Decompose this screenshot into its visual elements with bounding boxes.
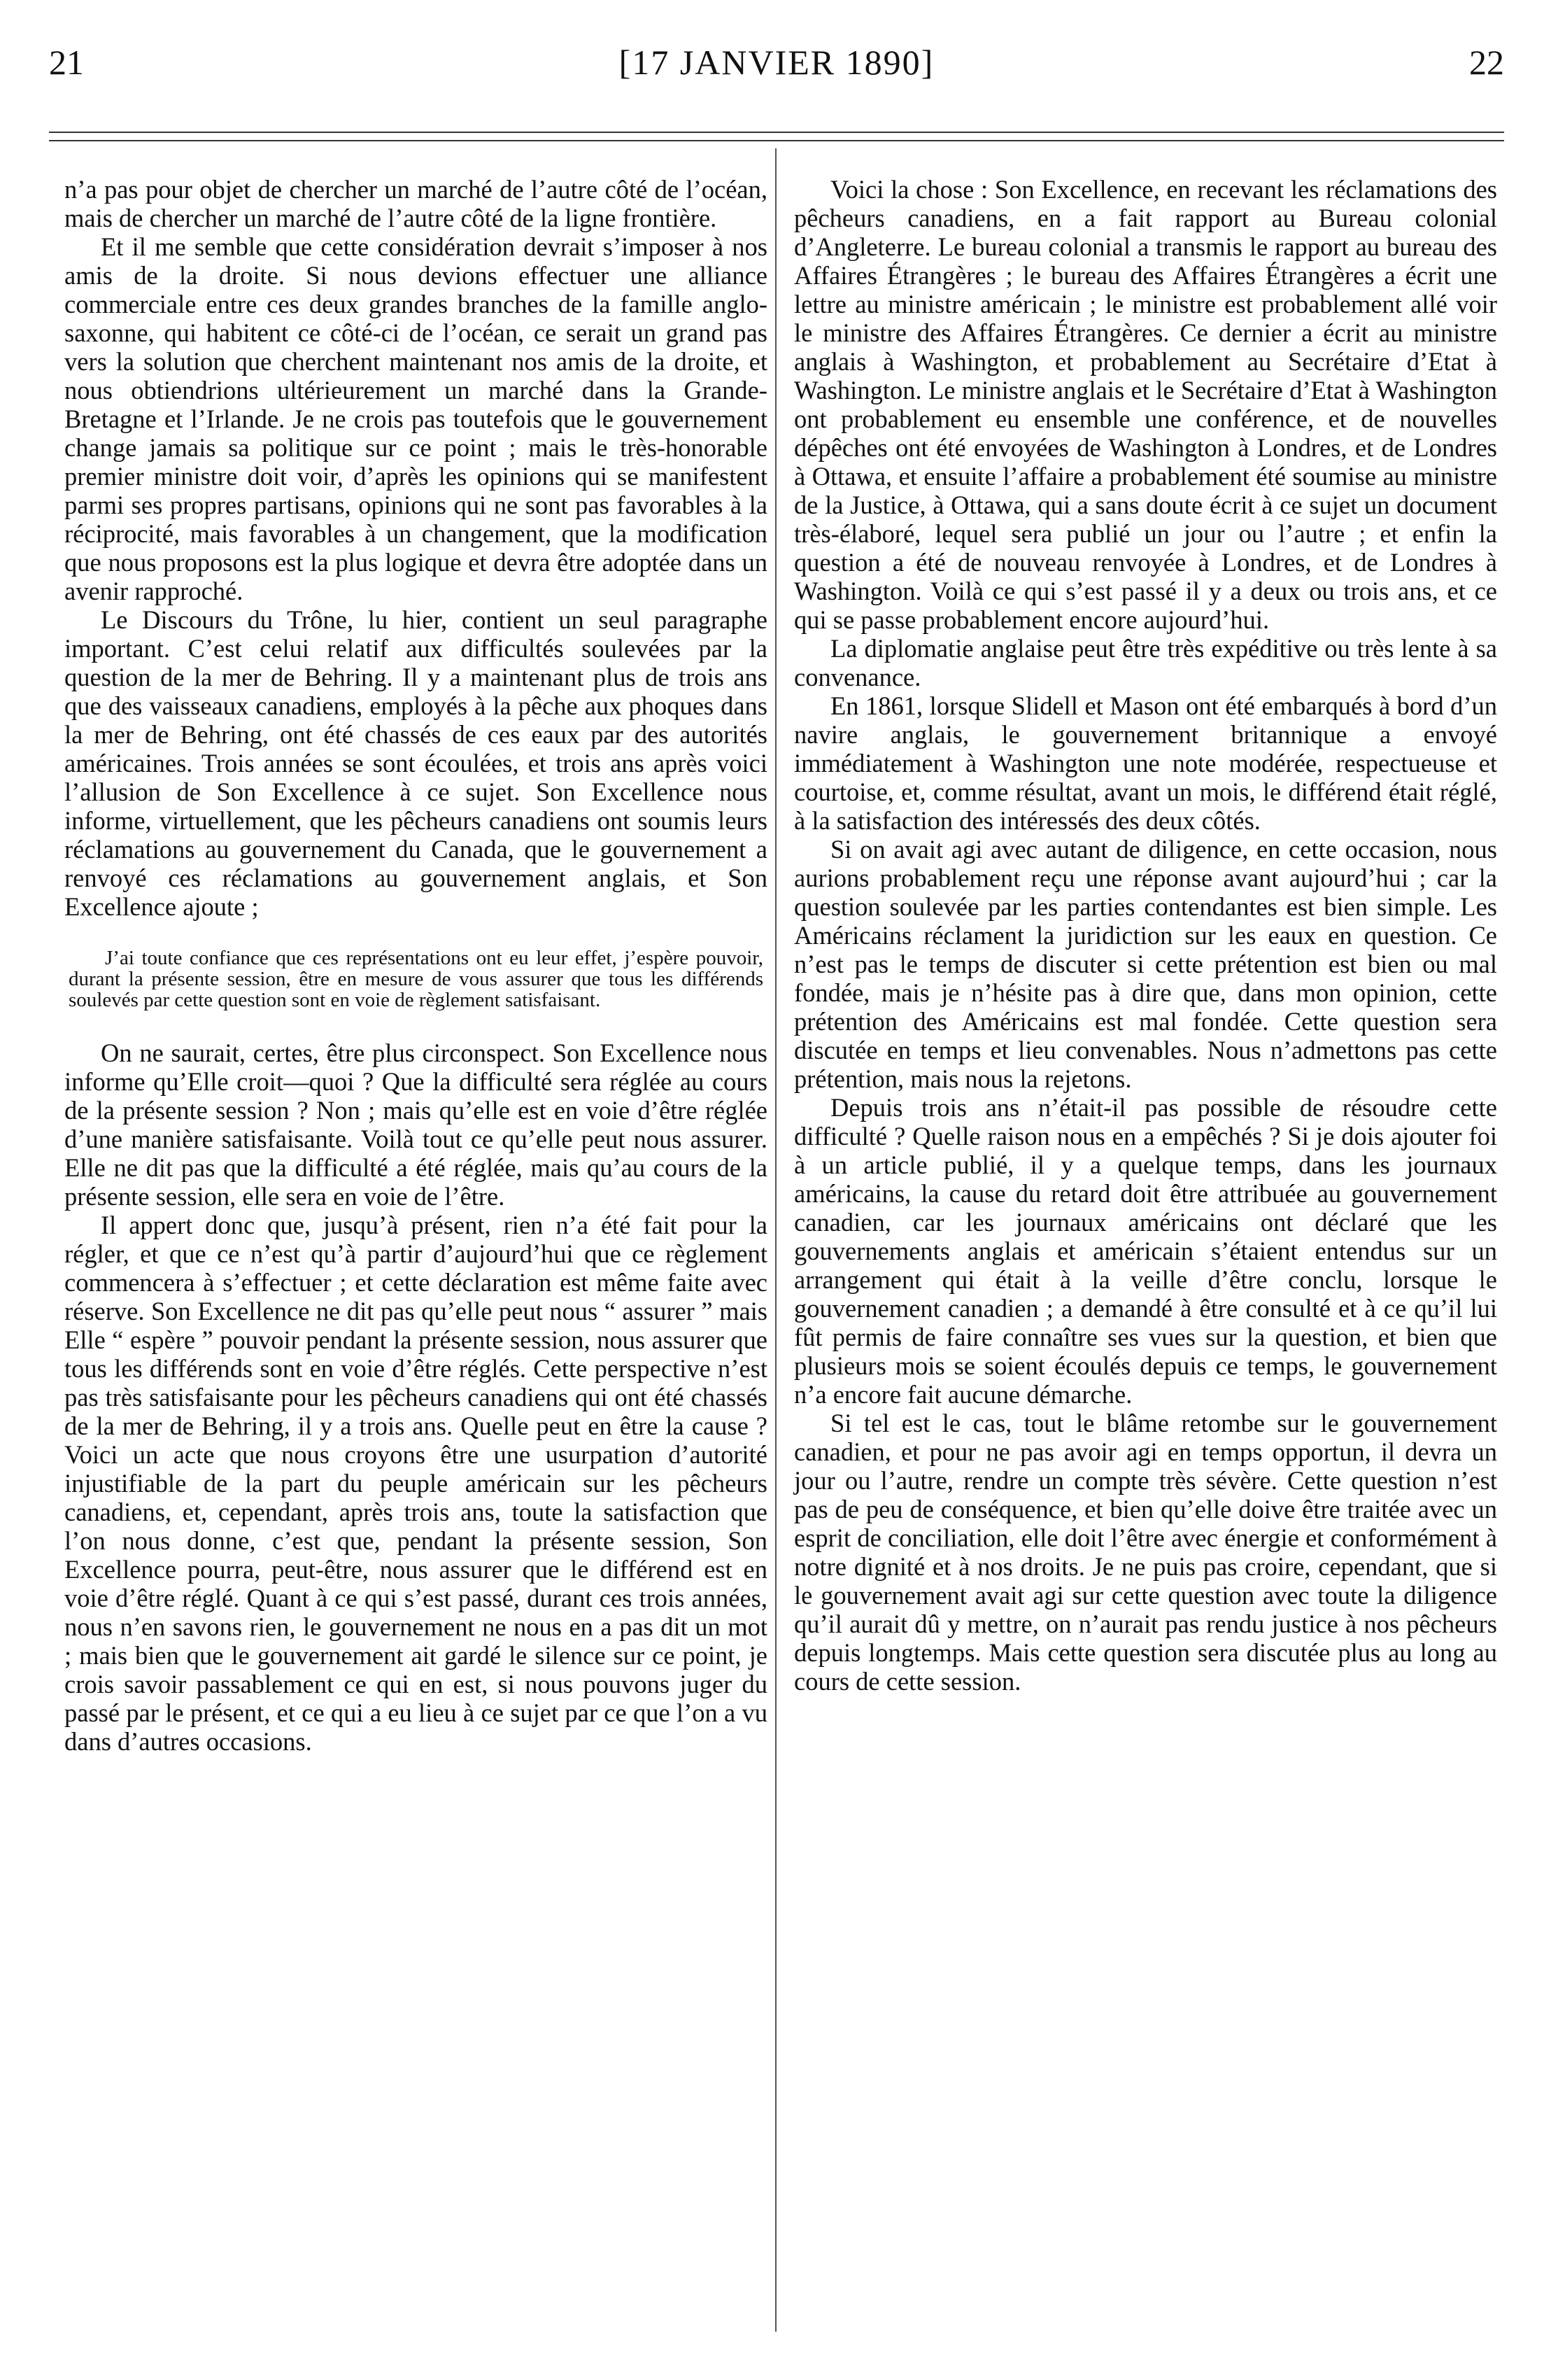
paragraph: Si on avait agi avec autant de diligence, en cette occasion, nous aurions probablement reçu une réponse avant aujourd’hui ; car la question soulevée par les parties contendantes est bien simple. Les Américains réclament la juridiction sur les eaux en question. Ce n’est pas le temps de discuter si cette prétention est bien ou mal fondée, mais je n’hésite pas à dire que, dans mon opinion, cette prétention des Américains est mal fondée. Cette question sera discutée en temps et lieu convenables. Nous n’admettons pas cette prétention, mais nous la rejetons. xyxy=(794,835,1497,1093)
page-number-left: 21 xyxy=(49,43,84,82)
paragraph: La diplomatie anglaise peut être très expéditive ou très lente à sa convenance. xyxy=(794,634,1497,691)
paragraph: Voici la chose : Son Excellence, en recevant les réclamations des pêcheurs canadiens, en a fait rapport au Bureau colonial d’Angleterre. Le bureau colonial a transmis le rapport au bureau des Affaires Étrangères ; le bureau des Affaires Étrangères a écrit une lettre au ministre américain ; le ministre est probablement allé voir le ministre des Affaires Étrangères. Ce dernier a écrit au ministre anglais à Washington, et probablement au Secrétaire d’Etat à Washington. Le ministre anglais et le Secrétaire d’Etat à Washington ont probablement eu ensemble une conférence, et de nouvelles dépêches ont été envoyées de Washington à Londres, et de Londres à Ottawa, et ensuite l’affaire a probablement été soumise au ministre de la Justice, à Ottawa, qui a sans doute écrit à ce sujet un document très-élaboré, lequel sera publié un jour ou l’autre ; et enfin la question a été de nouveau renvoyée à Londres, et de Londres à Washington. Voilà ce qui s’est passé il y a deux ou trois ans, et ce qui se passe probablement encore aujourd’hui. xyxy=(794,175,1497,634)
header-rule-bottom xyxy=(49,140,1504,141)
header-rule-top xyxy=(49,132,1504,133)
paragraph: Il appert donc que, jusqu’à présent, rien n’a été fait pour la régler, et que ce n’est qu’à partir d’aujourd’hui que ce règlement commencera à s’effectuer ; et cette déclaration est même faite avec réserve. Son Excellence ne dit pas qu’elle peut nous “ assurer ” mais Elle “ espère ” pouvoir pendant la présente session, nous assurer que tous les différends sont en voie d’être réglés. Cette perspective n’est pas très satisfaisante pour les pêcheurs canadiens qui ont été chassés de la mer de Behring, il y a trois ans. Quelle peut en être la cause ? Voici un acte que nous croyons être une usurpation d’autorité injustifiable de la part du peuple américain sur les pêcheurs canadiens, et, cependant, après trois ans, toute la satisfaction que l’on nous donne, c’est que, pendant la présente session, Son Excellence pourra, peut-être, nous assurer que le différend est en voie d’être réglé. Quant à ce qui s’est passé, durant ces trois années, nous n’en savons rien, le gouvernement ne nous en a pas dit un mot ; mais bien que le gouvernement ait gardé le silence sur ce point, je crois savoir passablement ce qui en est, si nous pouvons juger du passé par le présent, et ce qui a eu lieu à ce sujet par ce que l’on a vu dans d’autres occasions. xyxy=(64,1211,767,1756)
left-column xyxy=(64,175,767,1756)
right-column xyxy=(794,175,1497,1696)
column-divider xyxy=(775,148,777,2332)
paragraph: Et il me semble que cette considération devrait s’imposer à nos amis de la droite. Si nous devions effectuer une alliance commerciale entre ces deux grandes branches de la famille anglo-saxonne, qui habitent ce côté-ci de l’océan, ce serait un grand pas vers la solution que cherchent maintenant nos amis de la droite, et nous obtiendrions ultérieurement un marché dans la Grande-Bretagne et l’Irlande. Je ne crois pas toutefois que le gouvernement change jamais sa politique sur ce point ; mais le très-honorable premier ministre doit voir, d’après les opinions qui se manifestent parmi ses propres partisans, opinions qui ne sont pas favorables à la réciprocité, mais favorables à un changement, que la modification que nous proposons est la plus logique et devra être adoptée dans un avenir rapproché. xyxy=(64,232,767,605)
page-header xyxy=(49,42,1504,98)
paragraph: n’a pas pour objet de chercher un marché de l’autre côté de l’océan, mais de chercher un marché de l’autre côté de la ligne frontière. xyxy=(64,175,767,232)
paragraph: On ne saurait, certes, être plus circonspect. Son Excellence nous informe qu’Elle croit—quoi ? Que la difficulté sera réglée au cours de la présente session ? Non ; mais qu’elle est en voie d’être réglée d’une manière satisfaisante. Voilà tout ce qu’elle peut nous assurer. Elle ne dit pas que la difficulté a été réglée, mais qu’au cours de la présente session, elle sera en voie de l’être. xyxy=(64,1038,767,1211)
paragraph: Le Discours du Trône, lu hier, contient un seul paragraphe important. C’est celui relatif aux difficultés soulevées par la question de la mer de Behring. Il y a maintenant plus de trois ans que des vaisseaux canadiens, employés à la pêche aux phoques dans la mer de Behring, ont été chassés de ces eaux par des autorités américaines. Trois années se sont écoulées, et trois ans après voici l’allusion de Son Excellence à ce sujet. Son Excellence nous informe, virtuellement, que les pêcheurs canadiens ont soumis leurs réclamations au gouvernement du Canada, que le gouvernement a renvoyé ces réclamations au gouvernement anglais, et Son Excellence ajoute ; xyxy=(64,605,767,921)
block-quote: J’ai toute confiance que ces représentations ont eu leur effet, j’espère pouvoir, durant la présente session, être en mesure de vous assurer que tous les différends soulevés par cette question sont en voie de règlement satisfaisant. xyxy=(69,947,763,1011)
paragraph: Depuis trois ans n’était-il pas possible de résoudre cette difficulté ? Quelle raison nous en a empêchés ? Si je dois ajouter foi à un article publié, il y a quelque temps, dans les journaux américains, la cause du retard doit être attribuée au gouvernement canadien, car les journaux américains ont déclaré que les gouvernements anglais et américain s’étaient entendus sur un arrangement qui était à la veille d’être conclu, lorsque le gouvernement canadien ; a demandé à être consulté et à ce qu’il lui fût permis de faire connaître ses vues sur la question, et bien que plusieurs mois se soient écoulés depuis ce temps, le gouvernement n’a encore fait aucune démarche. xyxy=(794,1093,1497,1409)
paragraph: En 1861, lorsque Slidell et Mason ont été embarqués à bord d’un navire anglais, le gouvernement britannique a envoyé immédiatement à Washington une note modérée, respectueuse et courtoise, et, comme résultat, avant un mois, le différend était réglé, à la satisfaction des intéressés des deux côtés. xyxy=(794,691,1497,835)
page-date: [17 JANVIER 1890] xyxy=(618,43,935,82)
page-number-right: 22 xyxy=(1469,43,1504,82)
paragraph: Si tel est le cas, tout le blâme retombe sur le gouvernement canadien, et pour ne pas avoir agi en temps opportun, il devra un jour ou l’autre, rendre un compte très sévère. Cette question n’est pas de peu de conséquence, et bien qu’elle doive être traitée avec un esprit de conciliation, elle doit l’être avec énergie et conformément à notre dignité et à nos droits. Je ne puis pas croire, cependant, que si le gouvernement avait agi sur cette question avec toute la diligence qu’il aurait dû y mettre, on n’aurait pas rendu justice à nos pêcheurs depuis longtemps. Mais cette question sera discutée plus au long au cours de cette session. xyxy=(794,1409,1497,1696)
